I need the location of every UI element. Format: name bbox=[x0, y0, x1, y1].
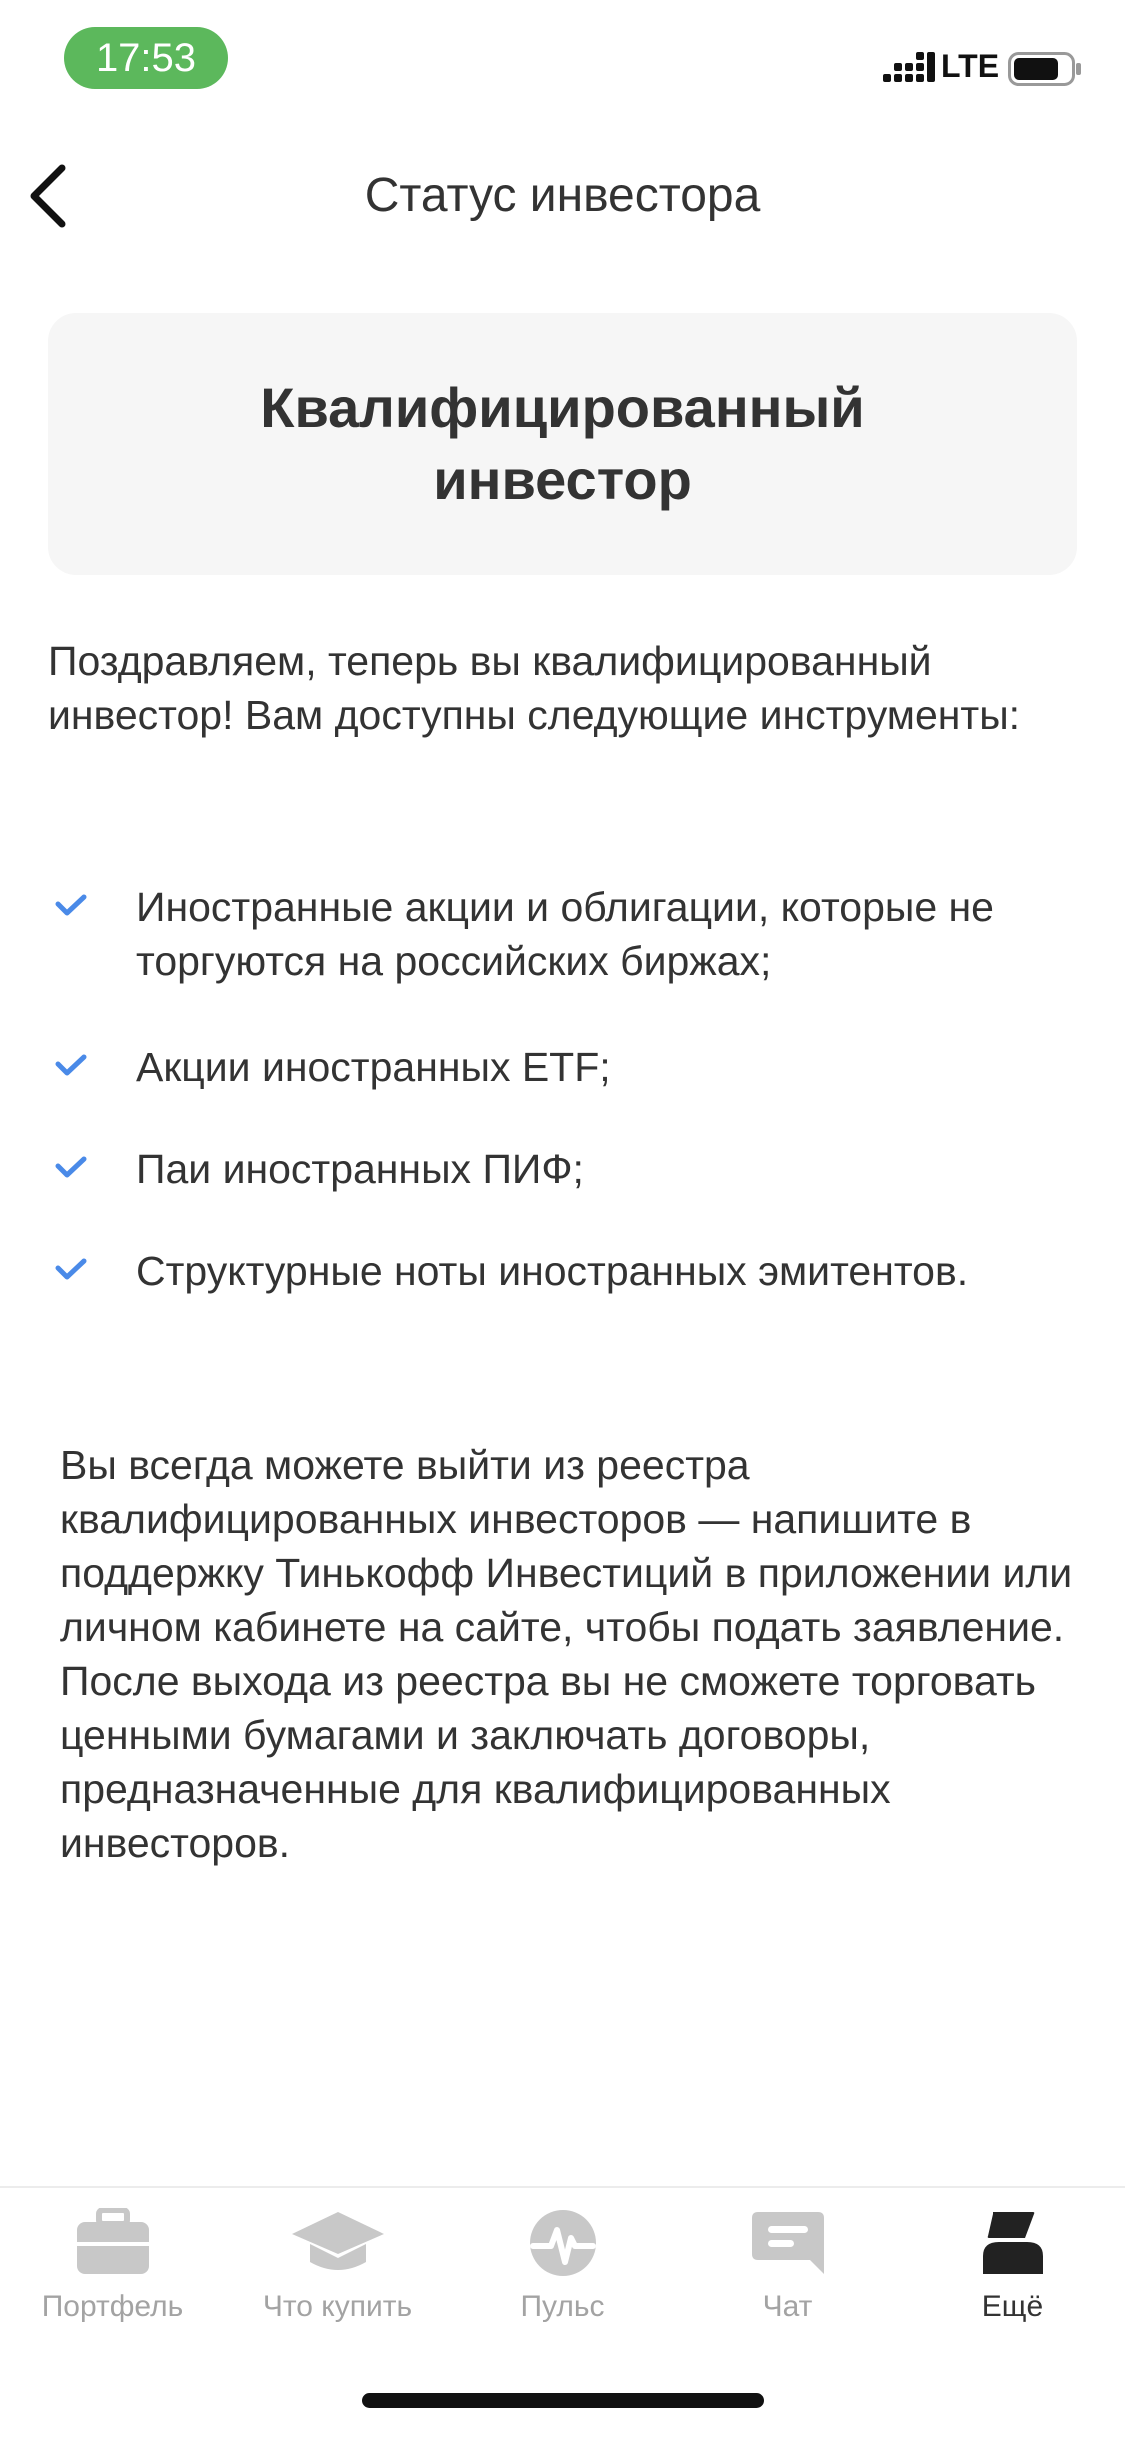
tab-label: Ещё bbox=[981, 2290, 1044, 2323]
list-item-text: Структурные ноты иностранных эмитентов. bbox=[136, 1248, 969, 1294]
tab-label: Чат bbox=[762, 2290, 813, 2323]
list-item-text: Акции иностранных ETF; bbox=[136, 1044, 611, 1090]
network-type: LTE bbox=[941, 48, 1000, 84]
list-item bbox=[48, 1244, 1066, 1298]
list-item bbox=[48, 880, 1066, 988]
status-bar bbox=[0, 0, 1125, 110]
tab-portfolio[interactable] bbox=[0, 2208, 225, 2348]
list-item-text: Иностранные акции и облигации, которые не торгуются на российских биржах; bbox=[136, 884, 994, 984]
investor-status-card bbox=[48, 313, 1077, 575]
pulse-icon bbox=[523, 2208, 603, 2278]
check-icon bbox=[54, 1054, 88, 1078]
list-item bbox=[48, 1040, 1066, 1094]
page-title: Статус инвестора bbox=[364, 169, 761, 222]
check-icon bbox=[54, 894, 88, 918]
tab-pulse[interactable] bbox=[450, 2208, 675, 2348]
check-icon bbox=[54, 1258, 88, 1282]
list-item-text: Паи иностранных ПИФ; bbox=[136, 1146, 584, 1192]
tab-label: Что купить bbox=[262, 2290, 413, 2323]
tab-more[interactable] bbox=[900, 2208, 1125, 2348]
graduation-cap-icon bbox=[288, 2208, 388, 2278]
briefcase-icon bbox=[73, 2208, 153, 2278]
battery-icon bbox=[1008, 52, 1082, 86]
intro-text: Поздравляем, теперь вы квалифицированный инвестор! Вам доступны следующие инструменты: bbox=[48, 638, 1021, 738]
check-icon bbox=[54, 1156, 88, 1180]
registry-exit-info: Вы всегда можете выйти из реестра квалифицированных инвесторов — напишите в поддержку Тинькофф Инвестиций в приложении или личном кабинете на сайте, чтобы подать заявление. После выхода из реестра вы не сможете торговать ценными бумагами и заключать договоры, предназначенные для квалифицированных инвесторов. bbox=[60, 1442, 1073, 1866]
list-item bbox=[48, 1142, 1066, 1196]
home-indicator[interactable] bbox=[362, 2393, 764, 2408]
investor-status-title: Квалифицированный инвестор bbox=[260, 376, 865, 511]
chat-icon bbox=[748, 2208, 828, 2278]
tab-label: Пульс bbox=[520, 2290, 605, 2323]
signal-icon bbox=[883, 52, 935, 86]
tab-label: Портфель bbox=[41, 2290, 184, 2323]
tab-what-to-buy[interactable] bbox=[225, 2208, 450, 2348]
more-icon bbox=[973, 2208, 1053, 2278]
status-time: 17:53 bbox=[64, 27, 228, 89]
tab-chat[interactable] bbox=[675, 2208, 900, 2348]
